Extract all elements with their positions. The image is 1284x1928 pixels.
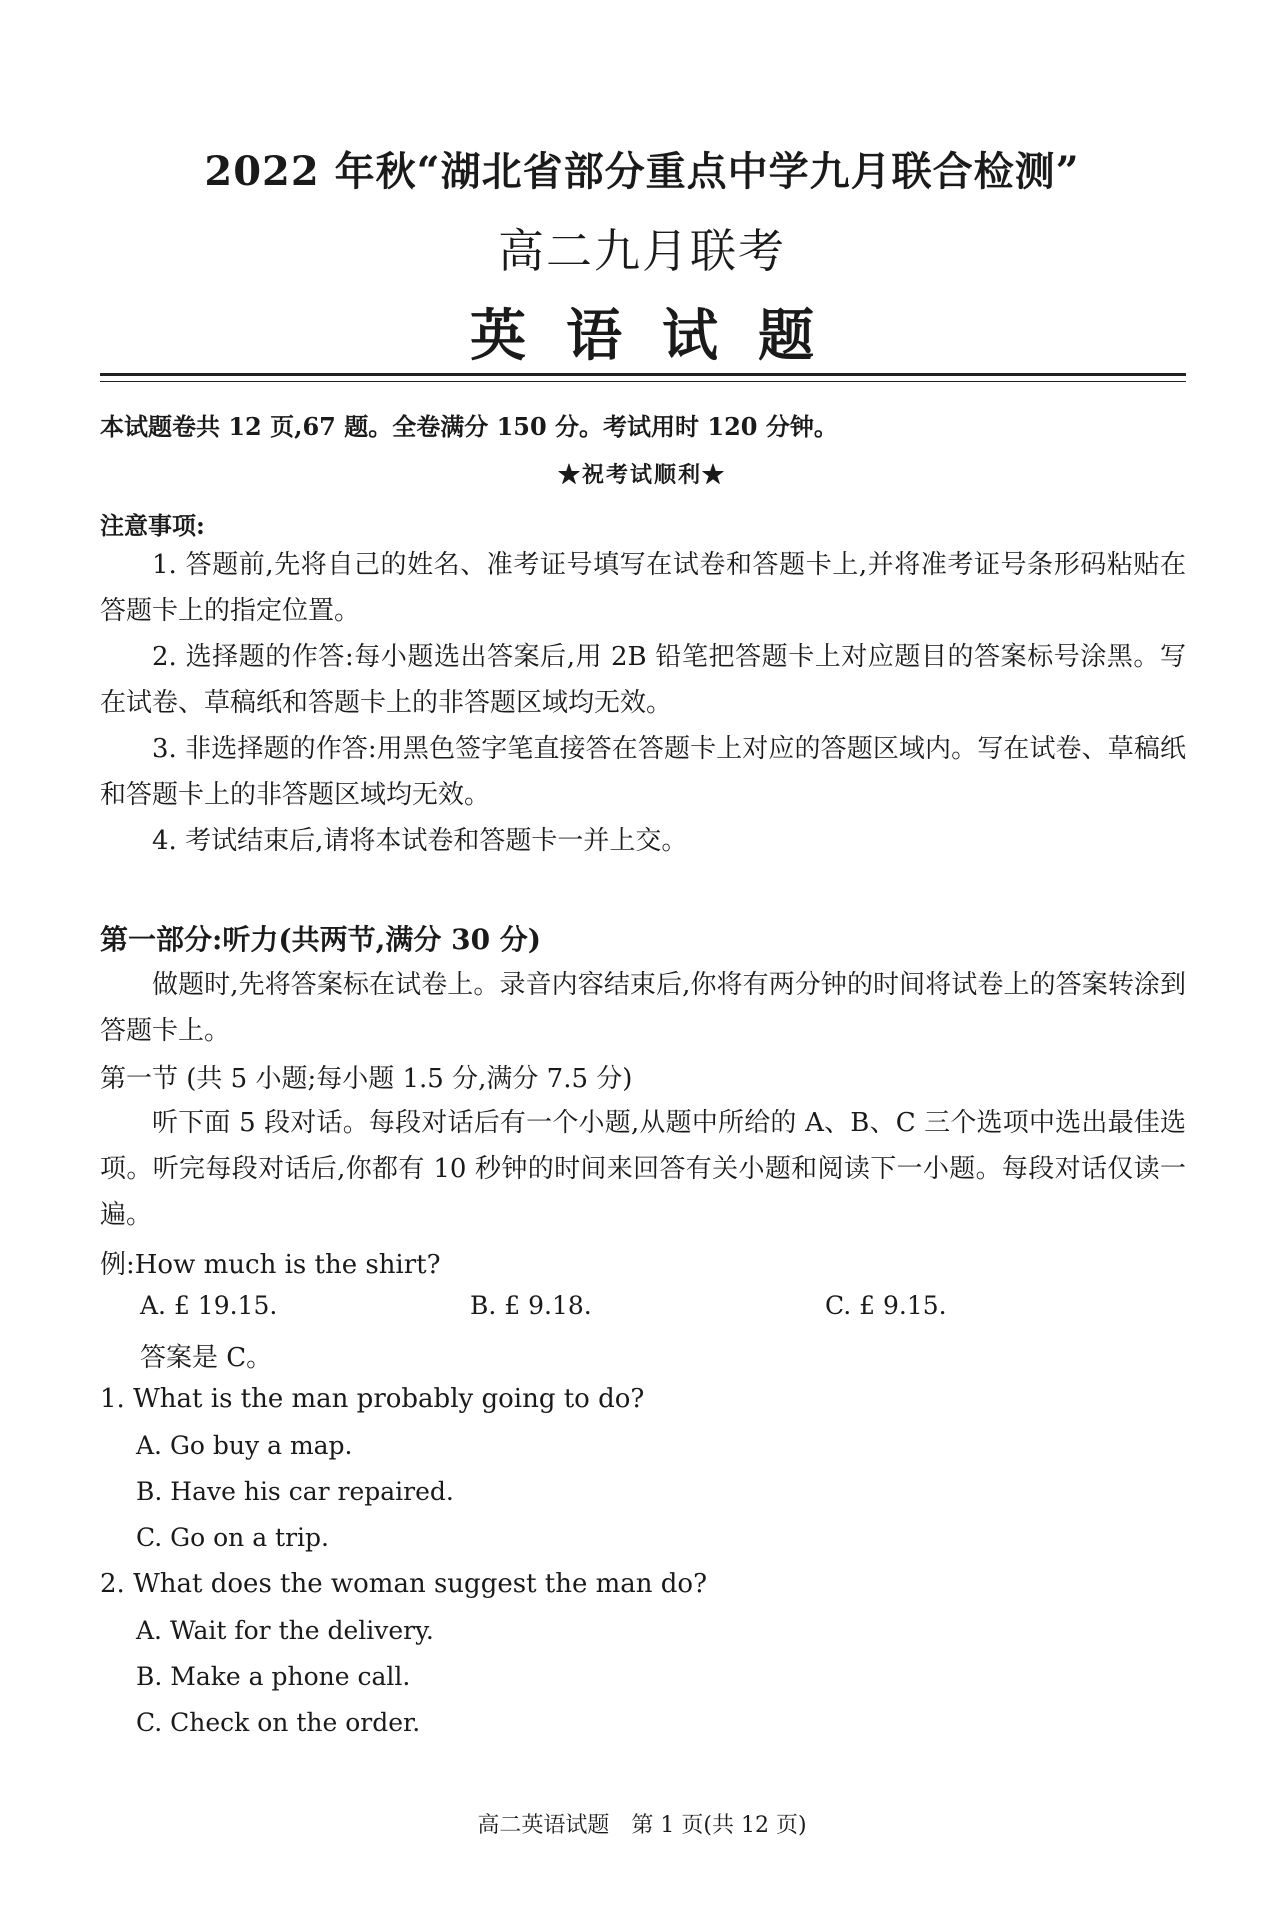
good-luck-banner: ★祝考试顺利★ — [557, 462, 726, 488]
question-2-option-b: B. Make a phone call. — [136, 1662, 411, 1691]
question-1-option-b: B. Have his car repaired. — [136, 1477, 454, 1506]
example-option-b: B. £ 9.18. — [470, 1291, 592, 1320]
header-divider-thick — [100, 373, 1186, 376]
question-1-option-a: A. Go buy a map. — [136, 1431, 353, 1460]
question-2-option-a: A. Wait for the delivery. — [136, 1616, 434, 1645]
note-item: 2. 选择题的作答:每小题选出答案后,用 2B 铅笔把答题卡上对应题目的答案标号涂黑。写在试卷、草稿纸和答题卡上的非答题区域均无效。 — [100, 642, 1186, 718]
example-question: 例:How much is the shirt? — [100, 1250, 441, 1280]
example-option-a: A. £ 19.15. — [140, 1291, 278, 1320]
question-2-stem: 2. What does the woman suggest the man do? — [100, 1569, 708, 1599]
question-1-option-c: C. Go on a trip. — [136, 1523, 329, 1552]
part1-intro: 做题时,先将答案标在试卷上。录音内容结束后,你将有两分钟的时间将试卷上的答案转涂到答题卡上。 — [100, 970, 1186, 1046]
section1-intro: 听下面 5 段对话。每段对话后有一个小题,从题中所给的 A、B、C 三个选项中选出最佳选项。听完每段对话后,你都有 10 秒钟的时间来回答有关小题和阅读下一小题。每段对话仅读一遍。 — [100, 1108, 1186, 1230]
section1-heading: 第一节 (共 5 小题;每小题 1.5 分,满分 7.5 分) — [100, 1064, 633, 1094]
note-item: 1. 答题前,先将自己的姓名、准考证号填写在试卷和答题卡上,并将准考证号条形码粘贴在答题卡上的指定位置。 — [100, 550, 1186, 626]
notes-heading: 注意事项: — [100, 511, 205, 540]
example-option-c: C. £ 9.15. — [825, 1291, 947, 1320]
header-divider-thin — [100, 381, 1186, 382]
question-2-option-c: C. Check on the order. — [136, 1708, 421, 1737]
exam-subtitle: 高二九月联考 — [498, 224, 786, 278]
note-item: 3. 非选择题的作答:用黑色签字笔直接答在答题卡上对应的答题区域内。写在试卷、草稿纸和答题卡上的非答题区域均无效。 — [100, 734, 1186, 810]
subject-title: 英语试题 — [470, 303, 854, 369]
example-answer: 答案是 C。 — [140, 1343, 273, 1373]
exam-title: 2022 年秋“湖北省部分重点中学九月联合检测” — [204, 148, 1080, 195]
question-1-stem: 1. What is the man probably going to do? — [100, 1384, 645, 1414]
part1-heading: 第一部分:听力(共两节,满分 30 分) — [100, 923, 542, 956]
note-item: 4. 考试结束后,请将本试卷和答题卡一并上交。 — [152, 826, 688, 856]
exam-info: 本试题卷共 12 页,67 题。全卷满分 150 分。考试用时 120 分钟。 — [100, 412, 838, 441]
page-footer: 高二英语试题 第 1 页(共 12 页) — [477, 1813, 807, 1838]
